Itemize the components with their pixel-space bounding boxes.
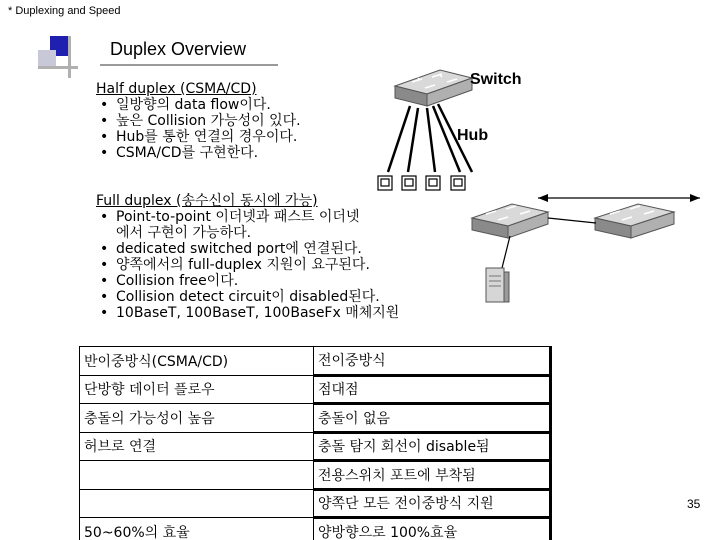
table-row xyxy=(80,432,551,461)
table-cell: 전용스위치 포트에 부착됨 xyxy=(314,461,551,490)
table-cell: 반이중방식(CSMA/CD) xyxy=(80,347,314,376)
hub-label: Hub xyxy=(457,127,489,144)
switch-icon-left xyxy=(472,204,548,238)
list-item-continuation: 에서 구현이 가능하다. xyxy=(116,225,252,241)
server-icon xyxy=(486,268,509,302)
server-link xyxy=(502,236,510,268)
table-cell: 충돌의 가능성이 높음 xyxy=(80,404,314,433)
switch-link xyxy=(548,218,596,223)
page-title: Duplex Overview xyxy=(110,39,247,59)
list-item: • Collision free이다. xyxy=(96,273,399,289)
table-cell: 충돌이 없음 xyxy=(314,404,551,433)
table-cell: 양방향으로 100%효율 xyxy=(314,518,551,540)
table-cell: 충돌 탐지 회선이 disable됨 xyxy=(314,432,551,461)
list-item: • Collision detect circuit이 disabled된다. xyxy=(96,289,399,305)
table-cell: 점대점 xyxy=(314,375,551,404)
table-row xyxy=(80,461,551,490)
table-cell: 전이중방식 xyxy=(314,347,551,376)
full-duplex-heading: Full duplex (송수신이 동시에 가능) xyxy=(96,193,318,209)
table-cell xyxy=(80,461,314,490)
table-row xyxy=(80,404,551,433)
table-row xyxy=(80,375,551,404)
half-duplex-heading: Half duplex (CSMA/CD) xyxy=(96,81,257,97)
table-cell: 허브로 연결 xyxy=(80,432,314,461)
list-item: • 일방향의 data flow이다. xyxy=(96,97,301,113)
table-cell: 단방향 데이터 플로우 xyxy=(80,375,314,404)
list-item: • dedicated switched port에 연결된다. xyxy=(96,241,399,257)
switch-label: Switch xyxy=(470,71,522,88)
table-row xyxy=(80,489,551,518)
list-item: • Point-to-point 이더넷과 패스트 이더넷 xyxy=(96,209,399,225)
hub-switch-icon xyxy=(395,70,472,106)
page-number: 35 xyxy=(687,497,701,511)
list-item: • 양쪽에서의 full-duplex 지원이 요구된다. xyxy=(96,257,399,273)
point-to-point-arrow xyxy=(538,194,700,202)
table-cell: 양쪽단 모든 전이중방식 지원 xyxy=(314,489,551,518)
pc-icon-group xyxy=(378,176,465,190)
table-row xyxy=(80,347,551,376)
switch-icon-right xyxy=(595,204,674,238)
table-cell xyxy=(80,489,314,518)
header-note: * Duplexing and Speed xyxy=(8,5,121,17)
list-item: • Hub를 통한 연결의 경우이다. xyxy=(96,129,301,145)
list-item: • 10BaseT, 100BaseT, 100BaseFx 매체지원 xyxy=(96,305,399,321)
table-cell: 50~60%의 효율 xyxy=(80,518,314,540)
comparison-table xyxy=(79,346,552,540)
table-row xyxy=(80,518,551,540)
list-item: • 높은 Collision 가능성이 있다. xyxy=(96,113,301,129)
list-item: • CSMA/CD를 구현한다. xyxy=(96,145,301,161)
